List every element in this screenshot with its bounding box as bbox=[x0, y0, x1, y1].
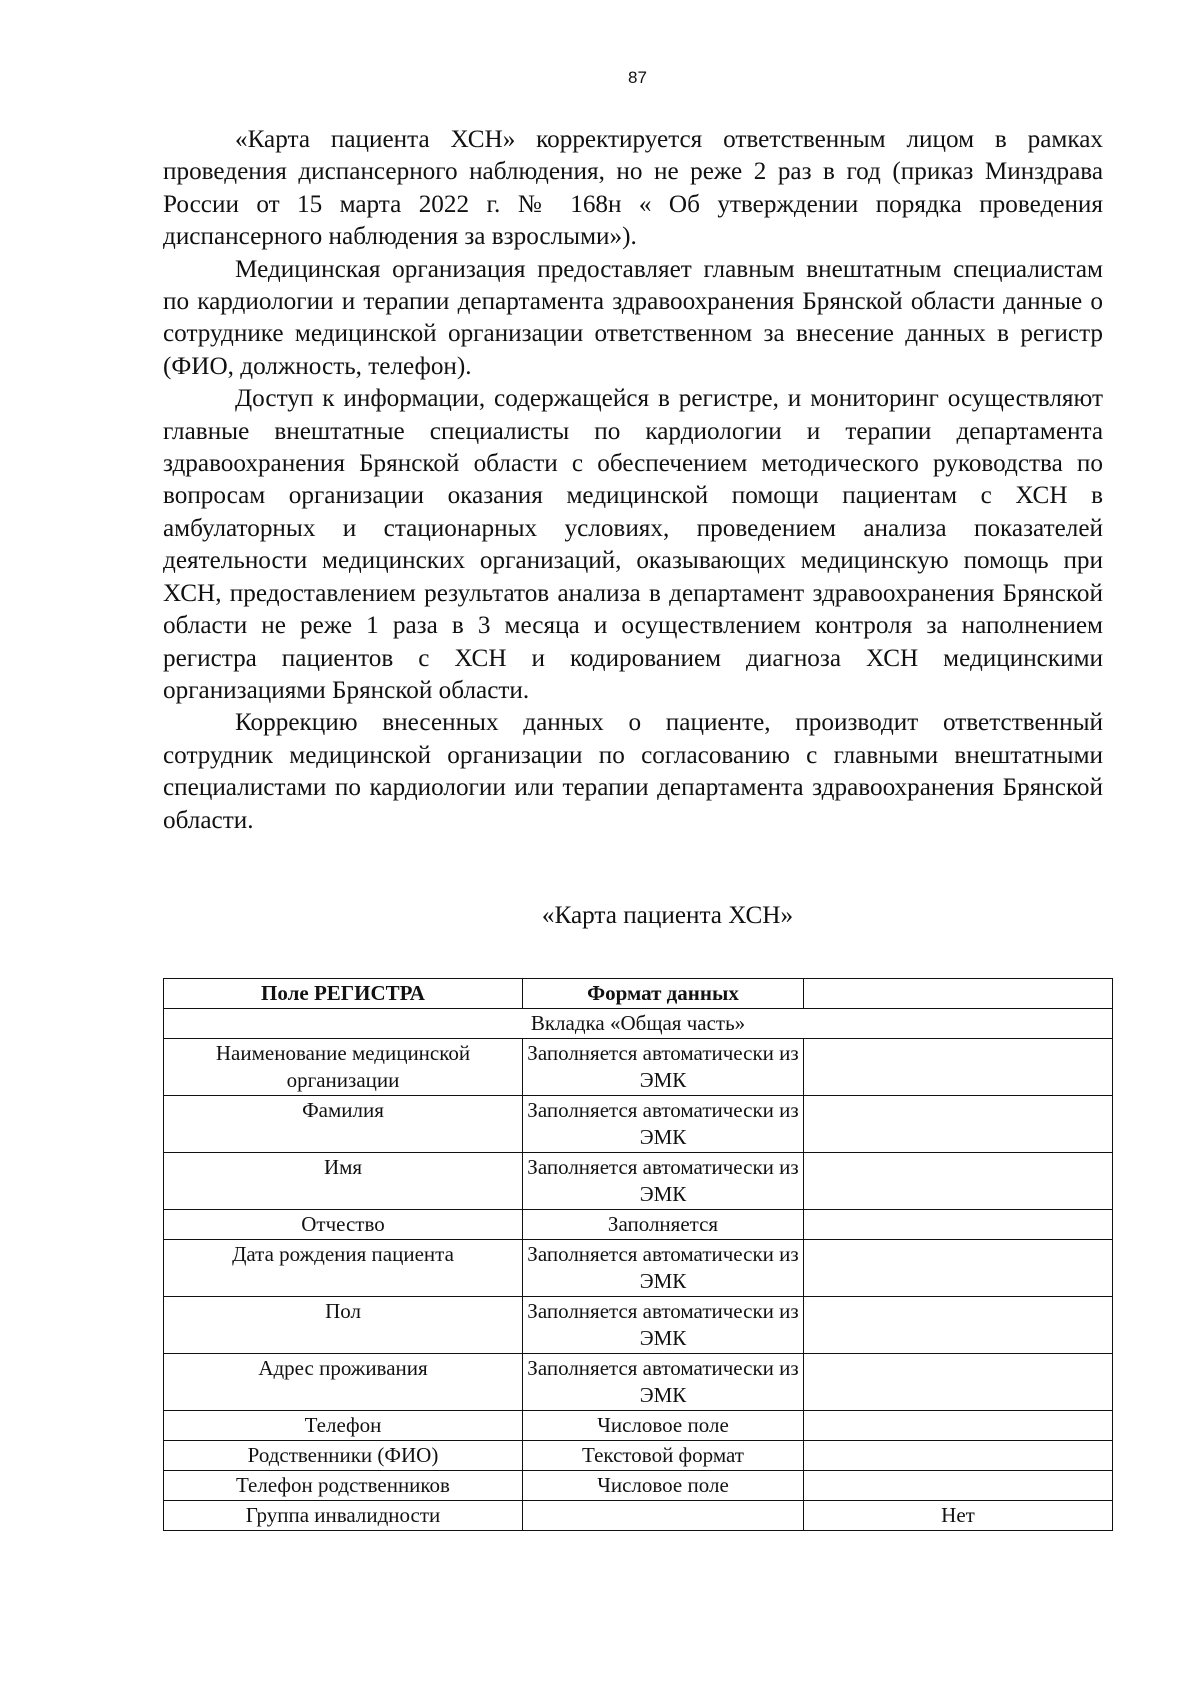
table-row bbox=[164, 1240, 1113, 1297]
registry-table bbox=[163, 978, 1113, 1531]
table-caption: «Карта пациента ХСН» bbox=[541, 902, 794, 929]
table-row bbox=[164, 1471, 1113, 1501]
cell-field: Родственники (ФИО) bbox=[164, 1441, 523, 1471]
table-row bbox=[164, 1297, 1113, 1354]
cell-value bbox=[804, 1354, 1113, 1411]
cell-format: Заполняется автоматически из ЭМК bbox=[523, 1153, 804, 1210]
cell-format: Заполняется автоматически из ЭМК bbox=[523, 1354, 804, 1411]
cell-value bbox=[804, 1039, 1113, 1096]
cell-field: Наименование медицинской организации bbox=[164, 1039, 523, 1096]
cell-value bbox=[804, 1240, 1113, 1297]
cell-value: Нет bbox=[804, 1501, 1113, 1531]
body-text bbox=[163, 124, 1103, 837]
header-extra bbox=[804, 979, 1113, 1009]
page-number: 87 bbox=[628, 68, 647, 87]
cell-format: Числовое поле bbox=[523, 1411, 804, 1441]
cell-field: Группа инвалидности bbox=[164, 1501, 523, 1531]
cell-format: Заполняется автоматически из ЭМК bbox=[523, 1096, 804, 1153]
table-row bbox=[164, 1441, 1113, 1471]
cell-value bbox=[804, 1153, 1113, 1210]
paragraph: Доступ к информации, содержащейся в регистре, и мониторинг осуществляют главные внештатные специалисты по кардиологии и терапии департамента здравоохранения Брянской области с обеспечением методического руководства по вопросам организации оказания медицинской помощи пациентам с ХСН в амбулаторных и стационарных условиях, проведением анализа показателей деятельности медицинских организаций, оказывающих медицинскую помощь при ХСН, предоставлением результатов анализа в департамент здравоохранения Брянской области не реже 1 раза в 3 месяца и осуществлением контроля за наполнением регистра пациентов с ХСН и кодированием диагноза ХСН медицинскими организациями Брянской области. bbox=[163, 385, 1103, 704]
paragraph: Медицинская организация предоставляет главным внештатным специалистам по кардиологии и терапии департамента здравоохранения Брянской области данные о сотруднике медицинской организации ответственном за внесение данных в регистр (ФИО, должность, телефон). bbox=[163, 255, 1103, 380]
paragraph: Коррекцию внесенных данных о пациенте, производит ответственный сотрудник медицинской организации по согласованию с главными внештатными специалистами по кардиологии или терапии департамента здравоохранения Брянской области. bbox=[163, 709, 1103, 834]
section-row bbox=[164, 1009, 1113, 1039]
cell-value bbox=[804, 1210, 1113, 1240]
cell-value bbox=[804, 1471, 1113, 1501]
table-row bbox=[164, 1096, 1113, 1153]
paragraph: «Карта пациента ХСН» корректируется ответственным лицом в рамках проведения диспансерного наблюдения, но не реже 2 раз в год (приказ Минздрава России от 15 марта 2022 г. № 168н « Об утверждении порядка проведения диспансерного наблюдения за взрослыми»). bbox=[163, 126, 1103, 251]
cell-format bbox=[523, 1501, 804, 1531]
cell-field: Телефон родственников bbox=[164, 1471, 523, 1501]
cell-field: Телефон bbox=[164, 1411, 523, 1441]
table-row bbox=[164, 1354, 1113, 1411]
header-registry-field: Поле РЕГИСТРА bbox=[164, 979, 523, 1009]
cell-value bbox=[804, 1441, 1113, 1471]
table-row bbox=[164, 1039, 1113, 1096]
cell-field: Пол bbox=[164, 1297, 523, 1354]
cell-format: Заполняется автоматически из ЭМК bbox=[523, 1039, 804, 1096]
cell-field: Имя bbox=[164, 1153, 523, 1210]
table-row bbox=[164, 1210, 1113, 1240]
cell-format: Числовое поле bbox=[523, 1471, 804, 1501]
cell-format: Заполняется bbox=[523, 1210, 804, 1240]
cell-field: Фамилия bbox=[164, 1096, 523, 1153]
table-header-row bbox=[164, 979, 1113, 1009]
table-row bbox=[164, 1153, 1113, 1210]
cell-field: Адрес проживания bbox=[164, 1354, 523, 1411]
cell-format: Заполняется автоматически из ЭМК bbox=[523, 1297, 804, 1354]
cell-format: Заполняется автоматически из ЭМК bbox=[523, 1240, 804, 1297]
table-row bbox=[164, 1501, 1113, 1531]
cell-value bbox=[804, 1297, 1113, 1354]
cell-value bbox=[804, 1096, 1113, 1153]
table-row bbox=[164, 1411, 1113, 1441]
section-label: Вкладка «Общая часть» bbox=[164, 1009, 1113, 1039]
cell-field: Отчество bbox=[164, 1210, 523, 1240]
cell-field: Дата рождения пациента bbox=[164, 1240, 523, 1297]
cell-value bbox=[804, 1411, 1113, 1441]
cell-format: Текстовой формат bbox=[523, 1441, 804, 1471]
header-data-format: Формат данных bbox=[523, 979, 804, 1009]
